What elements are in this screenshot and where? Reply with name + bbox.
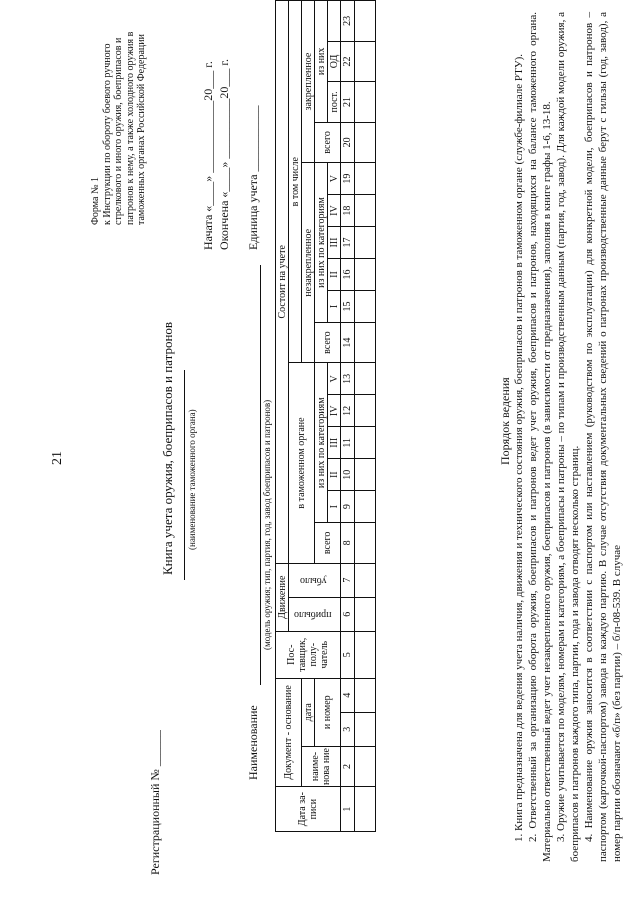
column-number: 16 bbox=[341, 259, 355, 291]
blank-cell bbox=[355, 563, 376, 597]
cat-ii: II bbox=[328, 459, 341, 491]
form-reference: Форма № 1 к Инструкции по обороту боевого ручного стрелкового и иного оружия, боеприпасов и патронов к нему, а также холодного оружия в таможенных органах Российской Федерации bbox=[90, 15, 148, 225]
naming-caption: (модель оружия; тип, партия, год, завод боеприпасов и патронов) bbox=[262, 399, 272, 650]
column-number: 23 bbox=[341, 1, 355, 42]
blank-cell bbox=[355, 459, 376, 491]
blank-cell bbox=[355, 1, 376, 42]
col-doc-num: и номер bbox=[315, 678, 341, 746]
start-date: Начата «____» ____________20___ г. bbox=[201, 61, 215, 250]
cat-iv: IV bbox=[328, 395, 341, 427]
paragraph-3: 3. Оружие учитывается по моделям, номерам и категориям, а боеприпасы и патроны – по типам и производственным данным (партия, год, завод). Для каждой модели оружия, а боеприпасов и патронов каждого типа, партии, года и завода отводят несколько страниц. bbox=[555, 12, 581, 862]
registration-number: Регистрационный № ______ bbox=[148, 730, 162, 875]
column-number-row bbox=[341, 1, 355, 832]
column-number: 12 bbox=[341, 395, 355, 427]
end-date: Окончена «____» __________20___ г. bbox=[217, 59, 231, 250]
accounting-unit: Единица учета ___________ bbox=[246, 105, 260, 250]
blank-cell bbox=[355, 259, 376, 291]
paragraph-4: 4. Наименование оружия заносится в соответствии с паспортом или наставлением (руководством по эксплуатации) для конкретной модели, боеприпасов и патронов – паспортом (карточкой-паспортом) завода на каждую партию. В случае отсутствия документальных сведений о патронах производственные данные берут с гильзы (год, завод), а номер партии обозначают «б/п» (без партии) – б/п-08-539. В случае bbox=[583, 12, 623, 862]
column-number: 10 bbox=[341, 459, 355, 491]
column-number: 7 bbox=[341, 563, 355, 597]
column-number: 13 bbox=[341, 363, 355, 395]
column-number: 14 bbox=[341, 322, 355, 362]
column-number: 18 bbox=[341, 195, 355, 227]
col-customs-total: всего bbox=[315, 523, 341, 563]
page-number: 21 bbox=[50, 451, 65, 465]
cat-ii: II bbox=[328, 259, 341, 291]
cat-iii: III bbox=[328, 227, 341, 259]
col-doc-name: наиме-нова ние bbox=[302, 746, 341, 786]
blank-row bbox=[355, 1, 376, 832]
col-assigned-total: всего bbox=[315, 122, 341, 162]
col-in: прибыло bbox=[289, 597, 341, 631]
blank-cell bbox=[355, 523, 376, 563]
blank-cell bbox=[355, 597, 376, 631]
column-number: 6 bbox=[341, 597, 355, 631]
col-od: ОД bbox=[328, 41, 341, 81]
column-number: 19 bbox=[341, 163, 355, 195]
blank-cell bbox=[355, 163, 376, 195]
column-number: 1 bbox=[341, 787, 355, 832]
cat-i: I bbox=[328, 491, 341, 523]
col-movement: Движение bbox=[276, 563, 289, 631]
blank-cell bbox=[355, 746, 376, 786]
organ-caption: (наименование таможенного органа) bbox=[187, 409, 197, 550]
cat-iii: III bbox=[328, 427, 341, 459]
blank-cell bbox=[355, 290, 376, 322]
blank-cell bbox=[355, 787, 376, 832]
col-unassigned-cat: из них по категориям bbox=[315, 163, 328, 323]
ledger-table bbox=[275, 0, 376, 832]
column-number: 4 bbox=[341, 678, 355, 712]
dates-block bbox=[200, 59, 232, 250]
column-number: 5 bbox=[341, 631, 355, 678]
col-supplier: Пос-тавщик, полу-чатель bbox=[276, 631, 341, 678]
blank-cell bbox=[355, 491, 376, 523]
column-number: 15 bbox=[341, 290, 355, 322]
column-number: 9 bbox=[341, 491, 355, 523]
column-number: 3 bbox=[341, 712, 355, 746]
blank-cell bbox=[355, 363, 376, 395]
column-number: 8 bbox=[341, 523, 355, 563]
column-number: 11 bbox=[341, 427, 355, 459]
col-on-account: Состоит на учете bbox=[276, 1, 289, 564]
column-number: 20 bbox=[341, 122, 355, 162]
blank-cell bbox=[355, 678, 376, 712]
naming-label: Наименование bbox=[246, 705, 260, 780]
order-text bbox=[512, 12, 624, 862]
col-incl: в том числе bbox=[289, 1, 302, 363]
col-assigned-of: из них bbox=[315, 1, 328, 123]
col-out: убыло bbox=[289, 563, 341, 597]
col-empty bbox=[328, 1, 341, 42]
cat-i: I bbox=[328, 290, 341, 322]
blank-cell bbox=[355, 322, 376, 362]
blank-cell bbox=[355, 395, 376, 427]
blank-cell bbox=[355, 712, 376, 746]
blank-cell bbox=[355, 227, 376, 259]
paragraph-2: 2. Ответственный за организацию оборота оружия, боеприпасов и патронов ведет учет оружия, боеприпасов и патронов, находящихся на балансе таможенного органа. Материально ответственный ведет учет незакрепленного оружия, боеприпасов и патронов (в зависимости от предназначения), заполняя в книге графы 1-6, 13-18. bbox=[527, 12, 553, 862]
column-number: 2 bbox=[341, 746, 355, 786]
col-customs-cat: из них по категориям bbox=[315, 363, 328, 523]
col-doc-date: дата bbox=[302, 678, 315, 746]
col-doc: Документ - основание bbox=[276, 678, 302, 787]
cat-v: V bbox=[328, 163, 341, 195]
cat-iv: IV bbox=[328, 195, 341, 227]
col-date: Дата за-писи bbox=[276, 787, 341, 832]
cat-v: V bbox=[328, 363, 341, 395]
col-unassigned: незакрепленное bbox=[302, 163, 315, 363]
column-number: 22 bbox=[341, 41, 355, 81]
order-heading: Порядок ведения bbox=[498, 377, 512, 465]
column-number: 21 bbox=[341, 82, 355, 122]
blank-cell bbox=[355, 41, 376, 81]
organ-name-line bbox=[184, 370, 185, 580]
paragraph-1: 1. Книга предназначена для ведения учета наличия, движения и технического состояния оружия, боеприпасов и патронов в таможенном органе (службе-филиале РТУ). bbox=[513, 53, 525, 842]
blank-cell bbox=[355, 195, 376, 227]
col-assigned: закрепленное bbox=[302, 1, 315, 163]
blank-cell bbox=[355, 82, 376, 122]
blank-cell bbox=[355, 122, 376, 162]
naming-line bbox=[260, 265, 261, 685]
blank-cell bbox=[355, 427, 376, 459]
blank-cell bbox=[355, 631, 376, 678]
col-post: пост. bbox=[328, 82, 341, 122]
form-label: Форма № 1 bbox=[90, 177, 101, 225]
col-unassigned-total: всего bbox=[315, 322, 341, 362]
column-number: 17 bbox=[341, 227, 355, 259]
book-title: Книга учета оружия, боеприпасов и патронов bbox=[160, 321, 175, 575]
col-customs: в таможенном органе bbox=[289, 363, 315, 563]
